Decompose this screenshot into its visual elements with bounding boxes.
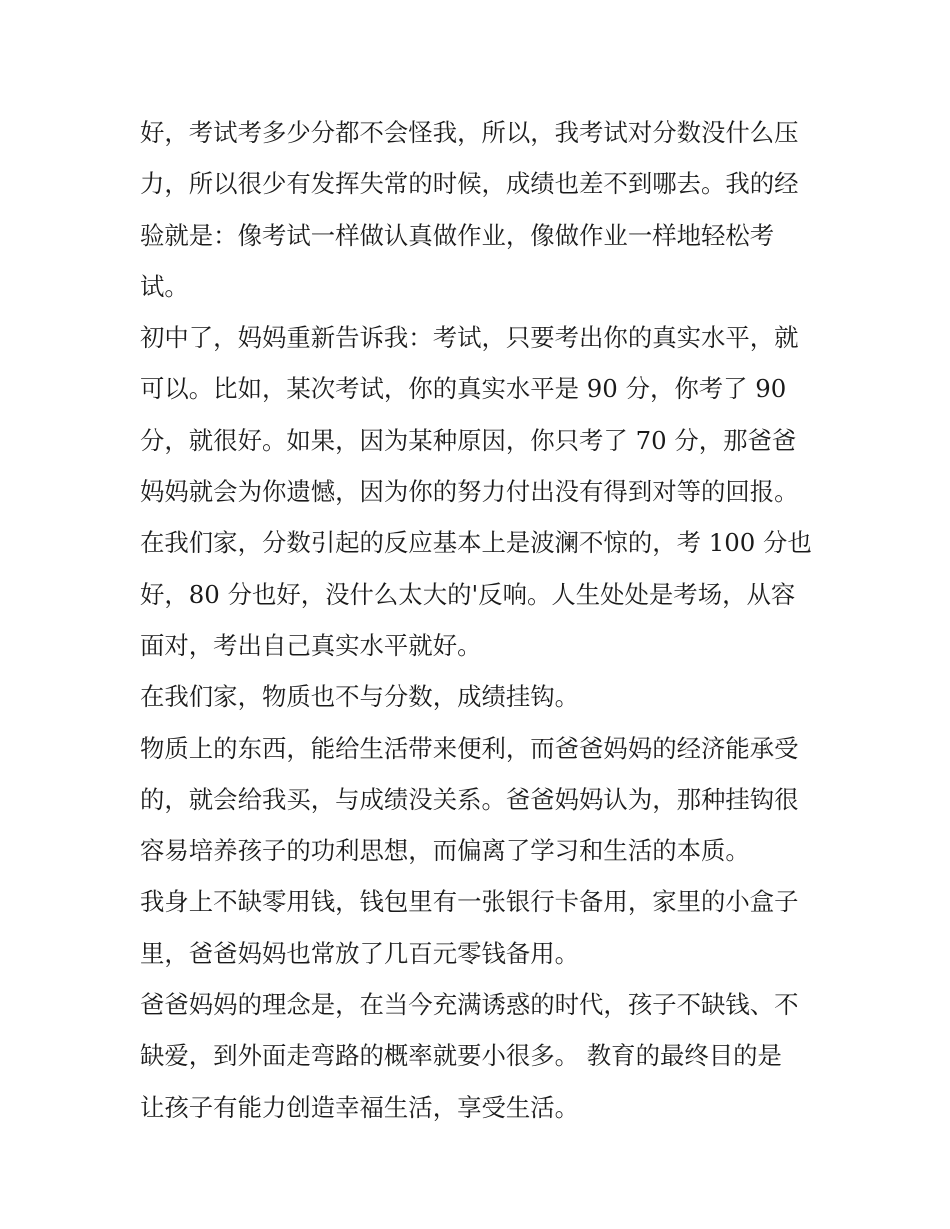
text-line: 面对，考出自己真实水平就好。 — [140, 630, 482, 660]
text-line: 好，80 分也好，没什么太大的'反响。人生处处是考场，从容 — [140, 579, 796, 609]
text-line: 的，就会给我买，与成绩没关系。爸爸妈妈认为，那种挂钩很 — [140, 784, 799, 814]
text-line: 初中了，妈妈重新告诉我：考试，只要考出你的真实水平，就 — [140, 323, 799, 353]
text-line: 容易培养孩子的功利思想，而偏离了学习和生活的本质。 — [140, 836, 750, 866]
text-line: 缺爱，到外面走弯路的概率就要小很多。 教育的最终目的是 — [140, 1041, 782, 1071]
text-line: 让孩子有能力创造幸福生活，享受生活。 — [140, 1092, 580, 1122]
text-line: 力，所以很少有发挥失常的时候，成绩也差不到哪去。我的经 — [140, 169, 799, 199]
text-line: 我身上不缺零用钱，钱包里有一张银行卡备用，家里的小盒子 — [140, 887, 799, 917]
text-line: 分，就很好。如果，因为某种原因，你只考了 70 分，那爸爸 — [140, 425, 797, 455]
text-line: 试。 — [140, 271, 189, 301]
text-line: 妈妈就会为你遗憾，因为你的努力付出没有得到对等的回报。 — [140, 477, 799, 507]
text-line: 物质上的东西，能给生活带来便利，而爸爸妈妈的经济能承受 — [140, 733, 799, 763]
text-line: 在我们家，物质也不与分数，成绩挂钩。 — [140, 682, 580, 712]
body-text — [140, 107, 820, 1133]
text-line: 验就是：像考试一样做认真做作业，像做作业一样地轻松考 — [140, 220, 775, 250]
text-line: 在我们家，分数引起的反应基本上是波澜不惊的，考 100 分也 — [140, 528, 812, 558]
text-line: 爸爸妈妈的理念是，在当今充满诱惑的时代，孩子不缺钱、不 — [140, 990, 799, 1020]
text-line: 可以。比如，某次考试，你的真实水平是 90 分，你考了 90 — [140, 374, 787, 404]
text-line: 好，考试考多少分都不会怪我，所以，我考试对分数没什么压 — [140, 118, 799, 147]
text-line: 里，爸爸妈妈也常放了几百元零钱备用。 — [140, 938, 580, 968]
